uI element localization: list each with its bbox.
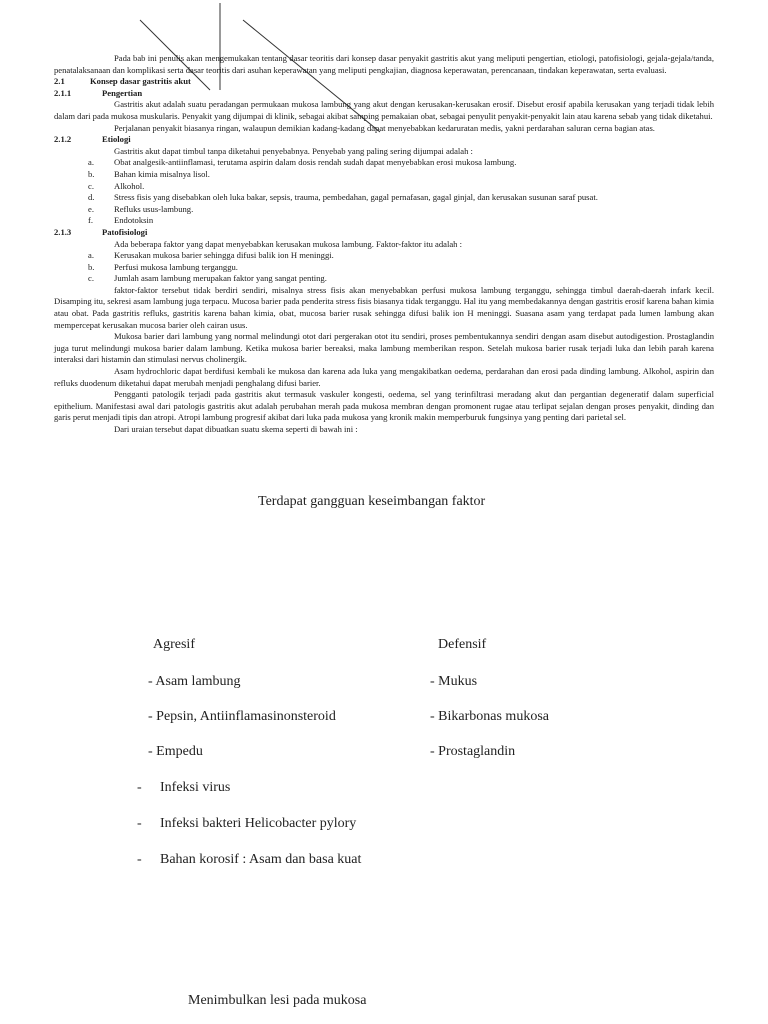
patofisiologi-paragraph-2: Mukosa barier dari lambung yang normal melindungi otot dari pergerakan otot itu sendiri, proses pembentukannya sendiri dengan asam disebut autodigestion. Prostaglandin juga turut melindungi mukosa barier dalam lambung. Ketika mukosa barier bereaksi, maka lambung memberikan respon. Setelah mukosa barier rusak terjadi luka dan lebih parah karena interaksi dari histamin dan stimulasi nervus cholinergik.: [54, 331, 714, 365]
section-2-1-2-heading: [54, 134, 714, 146]
diagram-top-label: Terdapat gangguan keseimbangan faktor: [258, 494, 486, 509]
patofisiologi-paragraph-3: Asam hydrochloric dapat berdifusi kembali ke mukosa dan karena ada luka yang mengakibatkan oedema, perdarahan dan erosi pada dinding lambung. Alkohol, aspirin dan refluks duodenum diketahui dapat merubah menjadi penghalang difusi barier.: [54, 366, 714, 388]
list-item: e. Refluks usus-lambung.: [88, 203, 194, 214]
defensif-item: - Bikarbonas mukosa: [430, 709, 549, 724]
list-item: a. Kerusakan mukosa barier sehingga difusi balik ion H meninggi.: [88, 250, 334, 261]
list-item: c. Alkohol.: [88, 180, 145, 191]
section-2-1-3-heading: [54, 227, 714, 239]
list-item: d. Stress fisis yang disebabkan oleh luka bakar, sepsis, trauma, pembedahan, gagal pernafasan, gagal ginjal, dan kerusakan susunan saraf pusat.: [88, 192, 598, 203]
extra-item-dash: -: [137, 816, 142, 831]
patofisiologi-intro: Ada beberapa faktor yang dapat menyebabkan kerusakan mukosa lambung. Faktor-faktor itu adalah :: [114, 238, 462, 249]
section-2-1-heading: [54, 76, 714, 88]
defensif-item: - Prostaglandin: [430, 744, 516, 759]
patofisiologi-paragraph-1: faktor-faktor tersebut tidak berdiri sendiri, misalnya stress fisis akan menyebabkan perfusi mukosa lambung terganggu, sehingga timbul daerah-daerah infark kecil. Disamping itu, sekresi asam lambung juga terpacu. Mucosa barier pada penderita stress fisis biasanya tidak terganggu. Hal itu yang membedakannya dengan gastritis erosif karena bahan kimia atau obat. Pada gastritis refluks, gastritis karena bahan kimia, obat, mucosa barier rusak sehingga difusi balik ion H meninggi. Suasana asam yang terdapat pada lumen lambung akan mempercepat kerusakan mucosa barier oleh cairan usus.: [54, 284, 714, 330]
agresif-title: Agresif: [153, 637, 195, 652]
extra-item-dash: -: [137, 852, 142, 867]
extra-item: Infeksi bakteri Helicobacter pylory: [160, 816, 357, 831]
extra-item: Bahan korosif : Asam dan basa kuat: [160, 852, 362, 867]
defensif-item: - Mukus: [430, 674, 478, 689]
extra-item: Infeksi virus: [160, 780, 231, 795]
patofisiologi-paragraph-5: Dari uraian tersebut dapat dibuatkan suatu skema seperti di bawah ini :: [114, 424, 358, 434]
section-number: 2.1: [54, 76, 65, 87]
section-title: Konsep dasar gastritis akut: [90, 76, 191, 87]
section-title: Patofisiologi: [102, 226, 148, 237]
section-title: Etiologi: [102, 134, 131, 145]
list-item: b. Bahan kimia misalnya lisol.: [88, 168, 210, 179]
section-number: 2.1.3: [54, 226, 72, 237]
list-item: b. Perfusi mukosa lambung terganggu.: [88, 261, 238, 272]
patofisiologi-paragraph-4: Pengganti patologik terjadi pada gastritis akut termasuk vaskuler kongesti, oedema, sel yang terinfiltrasi meradang akut dan pergantian degeneratif dalam superficial epithelium. Manifestasi awal dari patologis gastritis akut adalah perubahan merah pada mukosa membran dengan promonent rugae atau terlipat sejalan dengan proses penyakit, dinding dan garis perut menjadi tipis dan atropi. Atropi lambung progresif akibat dari luka pada mukosa yang kronik makin memperburuk fungsinya yang penting dari parietal sel.: [54, 389, 714, 423]
agresif-item: - Asam lambung: [148, 674, 241, 689]
section-number: 2.1.2: [54, 134, 72, 145]
agresif-item: - Empedu: [148, 744, 203, 759]
defensif-title: Defensif: [438, 637, 487, 652]
etiologi-list: [54, 157, 714, 227]
agresif-item: - Pepsin, Antiinflamasinonsteroid: [148, 709, 336, 724]
document-body: [54, 53, 714, 436]
etiologi-intro: Gastritis akut dapat timbul tanpa diketahui penyebabnya. Penyebab yang paling sering dijumpai adalah :: [114, 145, 473, 156]
list-item: c. Jumlah asam lambung merupakan faktor yang sangat penting.: [88, 273, 327, 284]
list-item: a. Obat analgesik-antiinflamasi, terutama aspirin dalam dosis rendah sudah dapat menyebabkan erosi mukosa lambung.: [88, 157, 517, 168]
extra-item-dash: -: [137, 780, 142, 795]
diagram-bottom-label: Menimbulkan lesi pada mukosa: [188, 993, 367, 1008]
intro-paragraph: Pada bab ini penulis akan mengemukakan tentang dasar teoritis dari konsep dasar penyakit gastritis akut yang meliputi pengertian, etiologi, patofisiologi, gejala-gejala/tanda, penatalaksanaan dan komplikasi serta dasar teoritis dari asuhan keperawatan yang meliputi pengkajian, diagnosa keperawatan, perencanaan, tindakan keperawatan, serta evaluasi.: [54, 53, 714, 75]
section-2-1-1-heading: [54, 88, 714, 100]
section-number: 2.1.1: [54, 87, 72, 98]
patofisiologi-list: [54, 250, 714, 285]
pengertian-paragraph-2: Perjalanan penyakit biasanya ringan, walaupun demikian kadang-kadang dapat menyebabkan kedaruratan medis, yakni perdarahan saluran cerna bagian atas.: [114, 122, 655, 133]
list-item: f. Endotoksin: [88, 215, 154, 226]
pengertian-paragraph-1: Gastritis akut adalah suatu peradangan permukaan mukosa lambung yang akut dengan kerusakan-kerusakan erosif. Disebut erosif apabila kerusakan yang terjadi tidak lebih dalam dari pada mukosa muskularis. Penyakit yang dijumpai di klinik, sebagai akibat samping pemakaian obat, sebagai penyulit penyakit-penyakit lain atau karena sebab yang tidak diketahui.: [54, 99, 714, 121]
section-title: Pengertian: [102, 87, 143, 98]
